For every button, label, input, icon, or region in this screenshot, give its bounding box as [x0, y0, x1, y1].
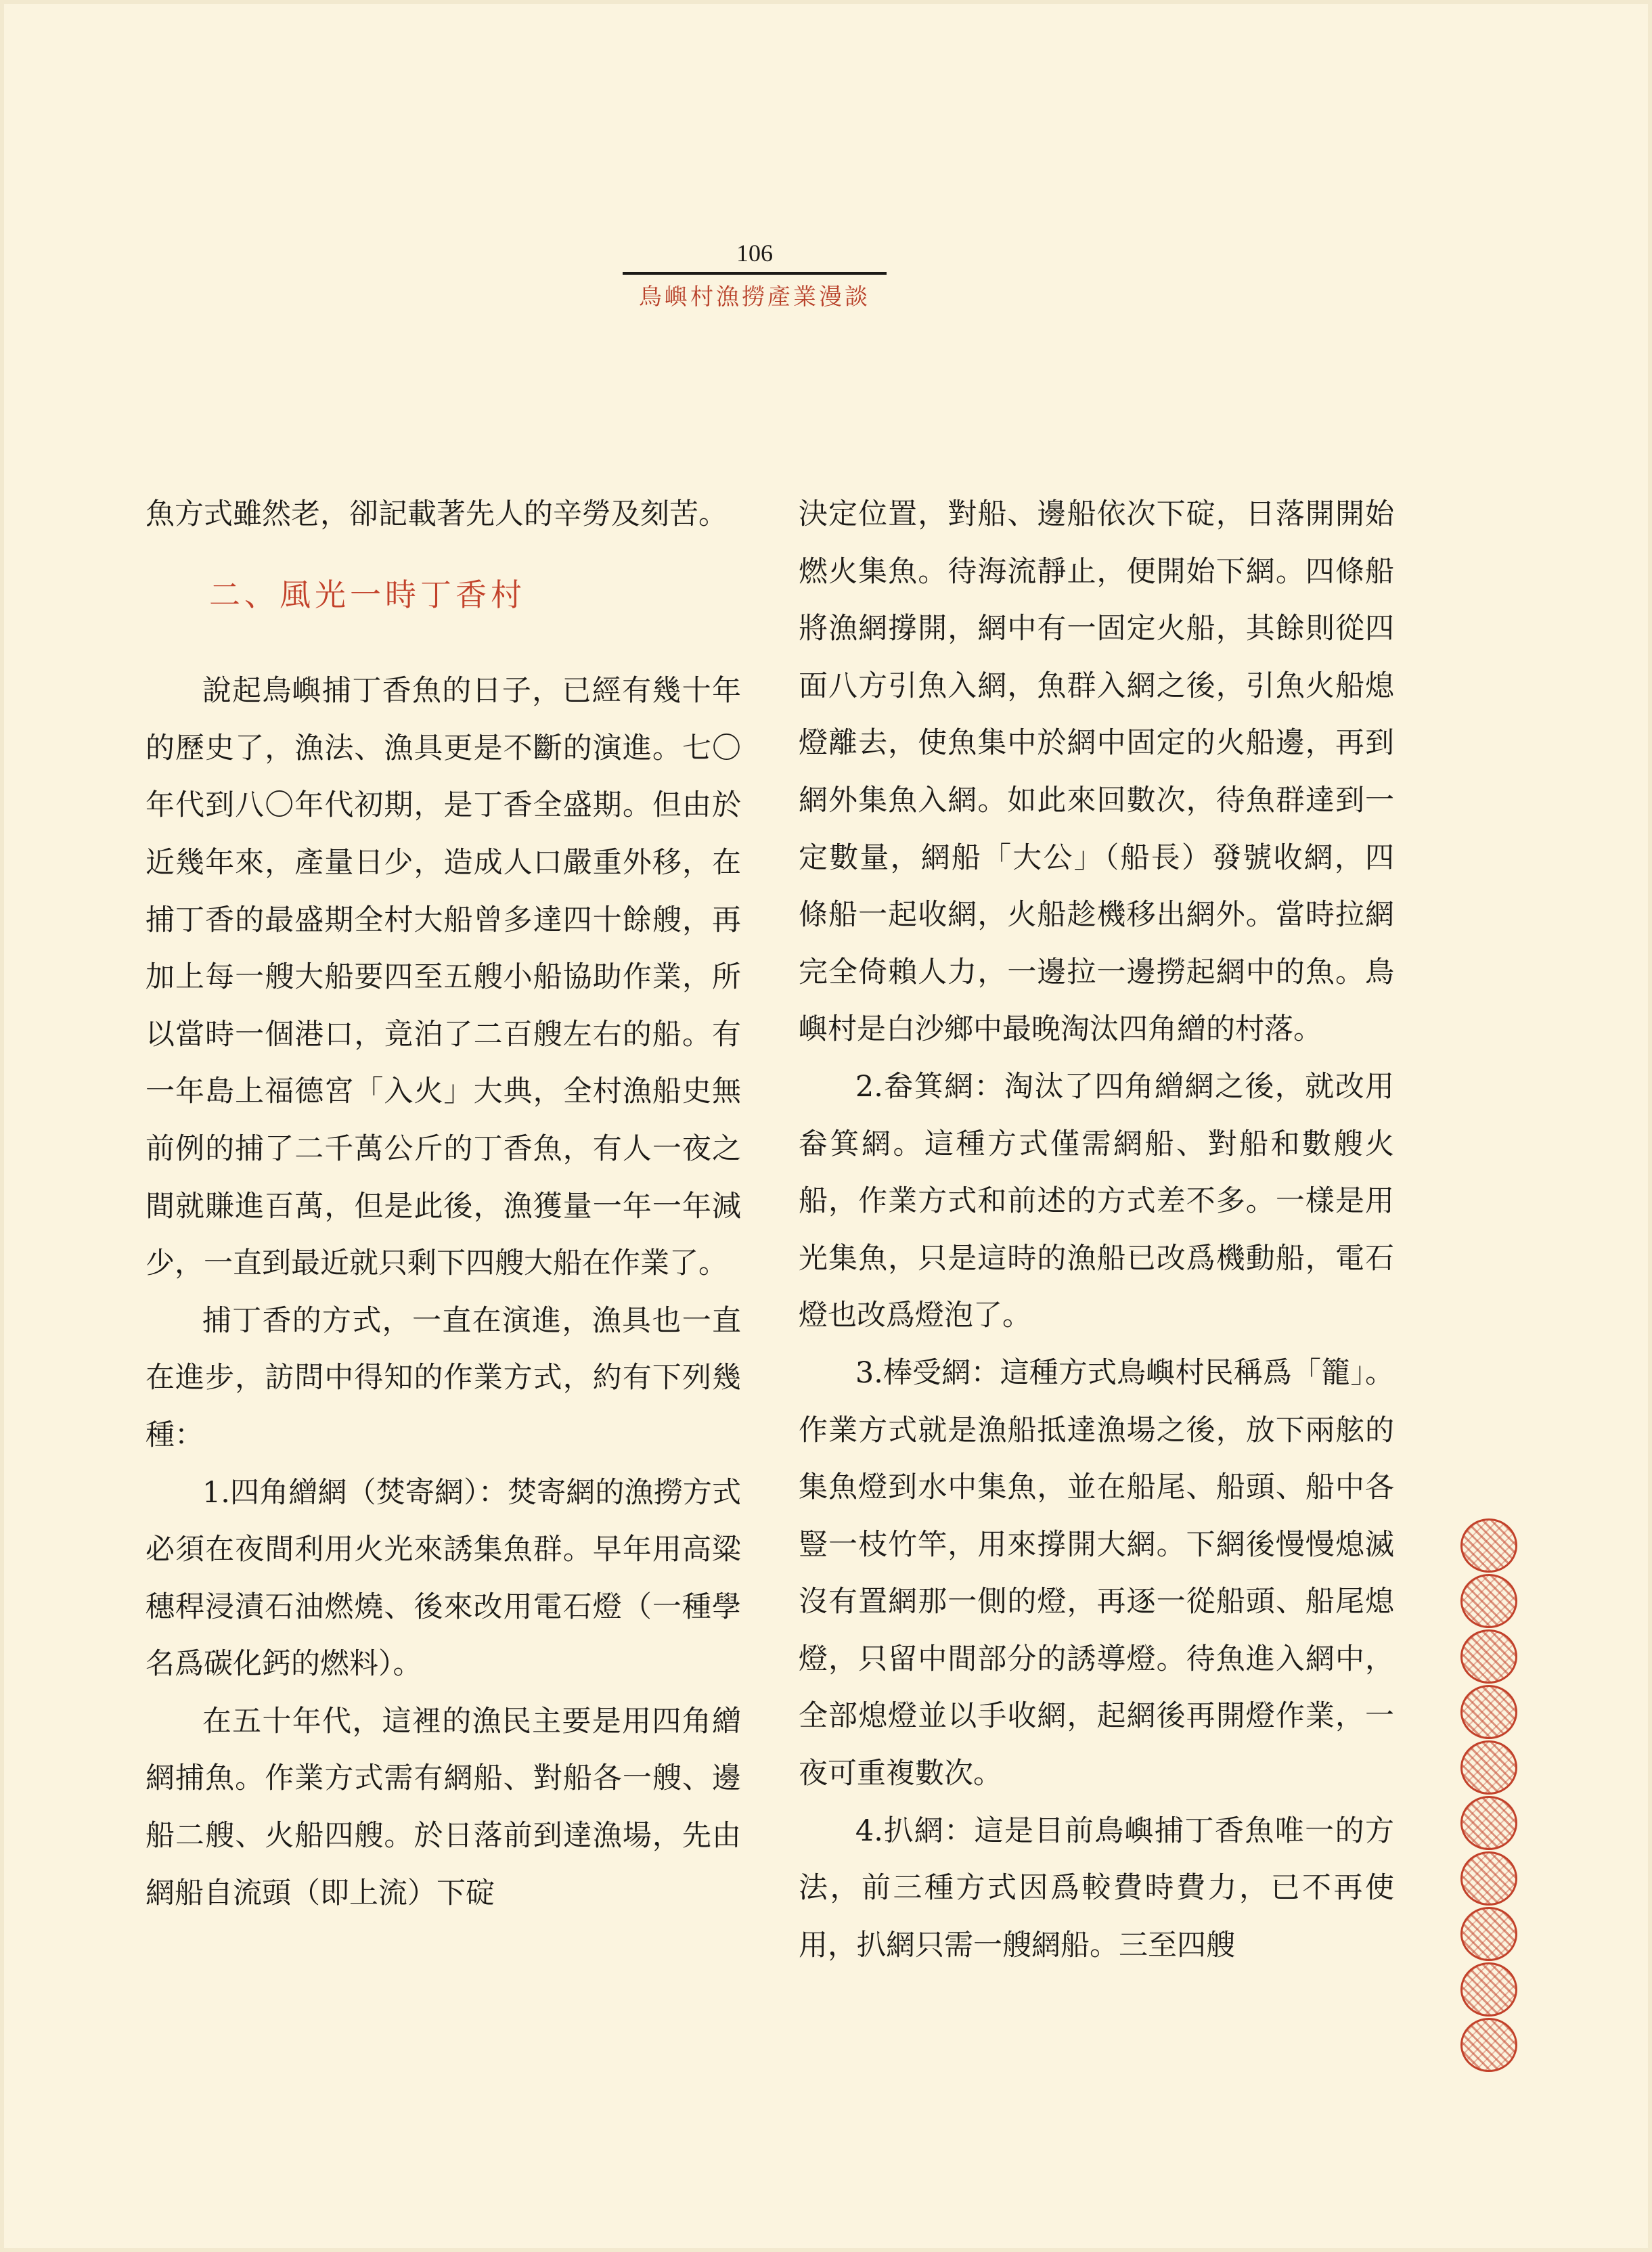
- paragraph: 在五十年代，這裡的漁民主要是用四角繒網捕魚。作業方式需有網船、對船各一艘、邊船二艘、火船四艘。於日落前到達漁場，先由網船自流頭（即上流）下碇: [146, 1704, 741, 1910]
- running-title: 鳥嶼村漁撈產業漫談: [639, 284, 870, 311]
- paragraph: 決定位置，對船、邊船依次下碇，日落開開始燃火集魚。待海流靜止，便開始下網。四條船將漁網撐開，網中有一固定火船，其餘則從四面八方引魚入網，魚群入網之後，引魚火船熄燈離去，使魚集中於網中固定的火船邊，再到網外集魚入網。如此來回數次，待魚群達到一定數量，網船「大公」（船長）發號收網，四條船一起收網，火船趁機移出網外。當時拉網完全倚賴人力，一邊拉一邊撈起網中的魚。鳥嶼村是白沙鄉中最晚淘汰四角繒的村落。: [799, 497, 1394, 1047]
- page-number: 106: [736, 240, 773, 267]
- paragraph: 2.畚箕網：淘汰了四角繒網之後，就改用畚箕網。這種方式僅需網船、對船和數艘火船，作業方式和前述的方式差不多。一樣是用光集魚，只是這時的漁船已改爲機動船，電石燈也改爲燈泡了。: [799, 1069, 1394, 1333]
- seal-stamp-icon: [1460, 1518, 1517, 1573]
- seal-stamp-column: [1460, 1518, 1521, 2073]
- seal-stamp-icon: [1460, 1796, 1517, 1850]
- paragraph: 捕丁香的方式，一直在演進，漁具也一直在進步，訪問中得知的作業方式，約有下列幾種：: [146, 1303, 741, 1452]
- page-header: [623, 238, 887, 313]
- seal-stamp-icon: [1460, 1574, 1517, 1628]
- paragraph: 魚方式雖然老，卻記載著先人的辛勞及刻苦。: [146, 497, 728, 531]
- header-rule: [623, 272, 887, 275]
- left-column: [146, 486, 741, 1922]
- seal-stamp-icon: [1460, 1851, 1517, 1906]
- seal-stamp-icon: [1460, 2018, 1517, 2072]
- paragraph: 1.四角繒網（焚寄網）：焚寄網的漁撈方式必須在夜間利用火光來誘集魚群。早年用高粱穗稈浸漬石油燃燒、後來改用電石燈（一種學名爲碳化鈣的燃料）。: [146, 1475, 741, 1682]
- seal-stamp-icon: [1460, 1629, 1517, 1684]
- seal-stamp-icon: [1460, 1740, 1517, 1795]
- right-column: [799, 486, 1394, 1974]
- seal-stamp-icon: [1460, 1685, 1517, 1739]
- seal-stamp-icon: [1460, 1962, 1517, 2017]
- paragraph: 說起鳥嶼捕丁香魚的日子，已經有幾十年的歷史了，漁法、漁具更是不斷的演進。七〇年代到八〇年代初期，是丁香全盛期。但由於近幾年來，產量日少，造成人口嚴重外移，在捕丁香的最盛期全村大船曾多達四十餘艘，再加上每一艘大船要四至五艘小船協助作業，所以當時一個港口，竟泊了二百艘左右的船。有一年島上福德宮「入火」大典，全村漁船史無前例的捕了二千萬公斤的丁香魚，有人一夜之間就賺進百萬，但是此後，漁獲量一年一年減少，一直到最近就只剩下四艘大船在作業了。: [146, 674, 741, 1281]
- seal-stamp-icon: [1460, 1907, 1517, 1961]
- section-heading: 二、風光一時丁香村: [209, 576, 526, 613]
- paragraph: 3.棒受網：這種方式鳥嶼村民稱爲「籠」。作業方式就是漁船抵達漁場之後，放下兩舷的集魚燈到水中集魚，並在船尾、船頭、船中各豎一枝竹竿，用來撐開大網。下網後慢慢熄滅沒有置網那一側的燈，再逐一從船頭、船尾熄燈，只留中間部分的誘導燈。待魚進入網中，全部熄燈並以手收網，起網後再開燈作業，一夜可重複數次。: [799, 1355, 1394, 1791]
- paragraph: 4.扒網：這是目前鳥嶼捕丁香魚唯一的方法，前三種方式因爲較費時費力，已不再使用，扒網只需一艘網船。三至四艘: [799, 1814, 1394, 1962]
